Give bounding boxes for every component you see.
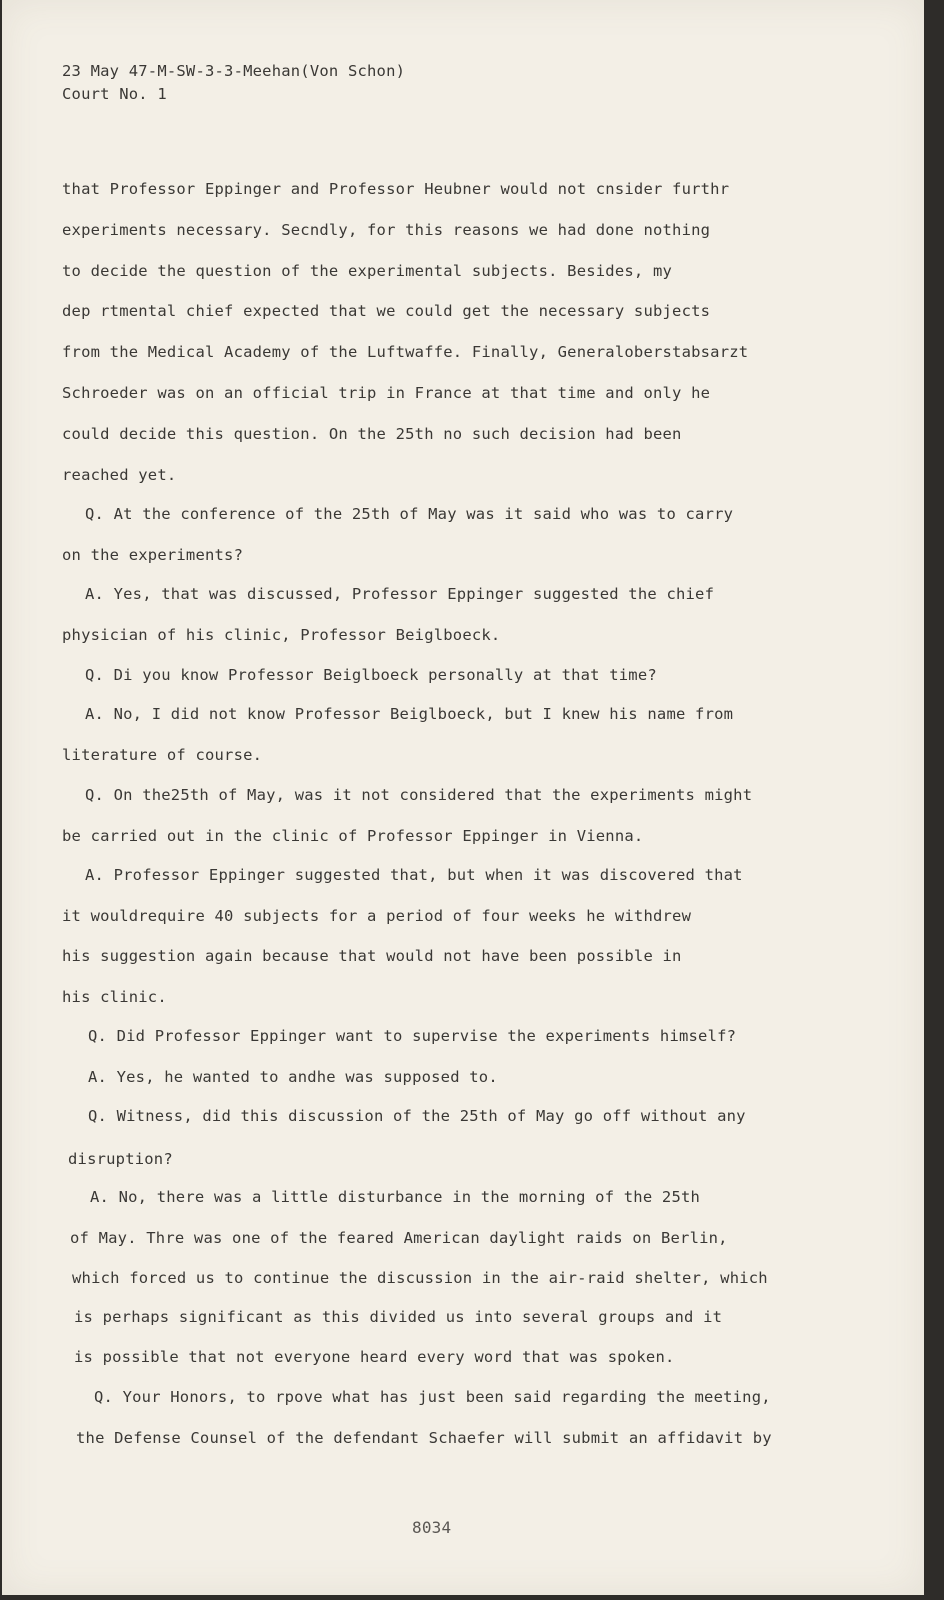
page-number: 8034 xyxy=(412,1518,452,1537)
question-line: Q. Did Professor Eppinger want to supervise the experiments himself? xyxy=(88,1027,737,1045)
answer-line: A. Yes, that was discussed, Professor Eppinger suggested the chief xyxy=(85,585,715,603)
document-page xyxy=(2,0,924,1595)
answer-line: A. Yes, he wanted to andhe was supposed to. xyxy=(88,1068,498,1086)
body-line: his suggestion again because that would not have been possible in xyxy=(62,947,682,965)
question-line: Q. At the conference of the 25th of May was it said who was to carry xyxy=(85,505,734,523)
body-line: on the experiments? xyxy=(62,546,244,564)
question-line: Q. Your Honors, to rpove what has just been said regarding the meeting, xyxy=(94,1388,771,1406)
body-line: be carried out in the clinic of Professor Eppinger in Vienna. xyxy=(62,827,644,845)
body-line: reached yet. xyxy=(62,466,177,484)
body-line: the Defense Counsel of the defendant Schaefer will submit an affidavit by xyxy=(76,1429,772,1447)
body-line: experiments necessary. Secndly, for this reasons we had done nothing xyxy=(62,221,711,239)
answer-line: A. Professor Eppinger suggested that, but when it was discovered that xyxy=(85,866,743,884)
body-line: literature of course. xyxy=(62,746,263,764)
body-line: disruption? xyxy=(68,1150,173,1168)
answer-line: A. No, there was a little disturbance in the morning of the 25th xyxy=(90,1188,701,1206)
body-line: is perhaps significant as this divided us into several groups and it xyxy=(74,1308,723,1326)
question-line: Q. Witness, did this discussion of the 25th of May go off without any xyxy=(88,1107,746,1125)
body-line: physician of his clinic, Professor Beiglboeck. xyxy=(62,626,501,644)
header-court-line: Court No. 1 xyxy=(62,85,167,103)
question-line: Q. On the25th of May, was it not considered that the experiments might xyxy=(85,786,753,804)
answer-line: A. No, I did not know Professor Beiglboeck, but I knew his name from xyxy=(85,705,734,723)
body-line: that Professor Eppinger and Professor Heubner would not cnsider furthr xyxy=(62,180,730,198)
header-date-line: 23 May 47-M-SW-3-3-Meehan(Von Schon) xyxy=(62,62,406,80)
body-line: it wouldrequire 40 subjects for a period of four weeks he withdrew xyxy=(62,907,692,925)
body-line: dep rtmental chief expected that we could get the necessary subjects xyxy=(62,302,711,320)
body-line: Schroeder was on an official trip in France at that time and only he xyxy=(62,384,711,402)
body-line: from the Medical Academy of the Luftwaffe. Finally, Generaloberstabsarzt xyxy=(62,343,749,361)
body-line: his clinic. xyxy=(62,988,167,1006)
body-line: is possible that not everyone heard every word that was spoken. xyxy=(74,1348,675,1366)
transcript-header xyxy=(62,60,405,106)
body-line: to decide the question of the experimental subjects. Besides, my xyxy=(62,262,673,280)
body-line: could decide this question. On the 25th no such decision had been xyxy=(62,425,682,443)
question-line: Q. Di you know Professor Beiglboeck personally at that time? xyxy=(85,666,657,684)
body-line: which forced us to continue the discussion in the air-raid shelter, which xyxy=(72,1269,768,1287)
body-line: of May. Thre was one of the feared American daylight raids on Berlin, xyxy=(70,1229,728,1247)
